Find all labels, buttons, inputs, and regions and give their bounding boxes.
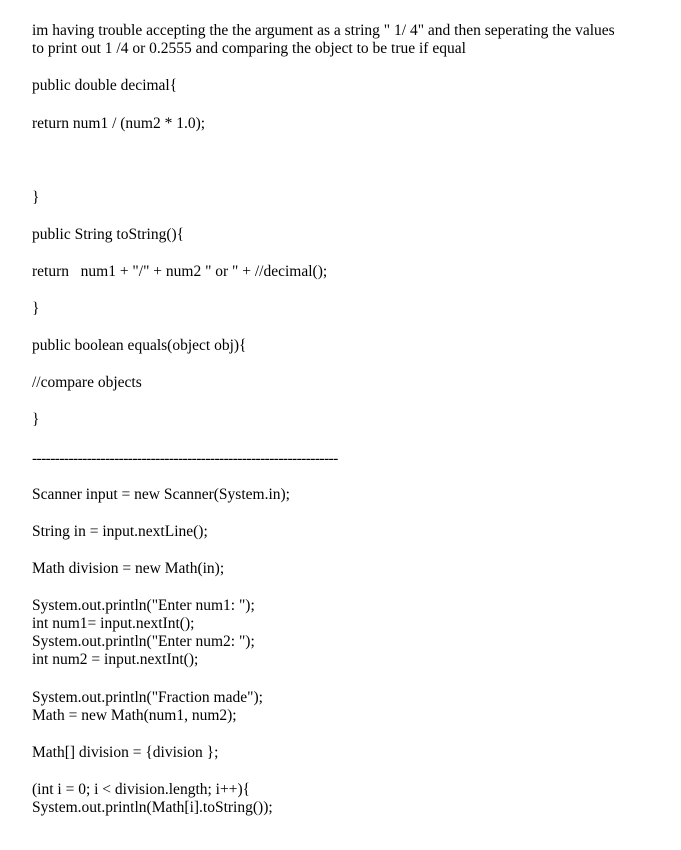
- decimal-method-close: }: [32, 189, 40, 206]
- decimal-method-return: return num1 / (num2 * 1.0);: [32, 115, 206, 132]
- math-division-line: Math division = new Math(in);: [32, 560, 225, 577]
- question-line-1: im having trouble accepting the the argument as a string " 1/ 4" and then seperating the values: [32, 22, 615, 39]
- print-tostring-line: System.out.println(Math[i].toString());: [32, 799, 273, 816]
- read-num1-line: int num1= input.nextInt();: [32, 615, 195, 632]
- println-fraction-line: System.out.println("Fraction made");: [32, 689, 263, 706]
- equals-method-comment: //compare objects: [32, 374, 142, 391]
- tostring-method-return: return num1 + "/" + num2 " or " + //decimal();: [32, 263, 328, 280]
- equals-method-close: }: [32, 411, 40, 428]
- tostring-method-signature: public String toString(){: [32, 226, 185, 243]
- string-input-line: String in = input.nextLine();: [32, 523, 208, 540]
- scanner-declaration: Scanner input = new Scanner(System.in);: [32, 486, 290, 503]
- for-loop-line: (int i = 0; i < division.length; i++){: [32, 781, 251, 798]
- println-num2-line: System.out.println("Enter num2: ");: [32, 633, 255, 650]
- read-num2-line: int num2 = input.nextInt();: [32, 651, 199, 668]
- question-line-2: to print out 1 /4 or 0.2555 and comparing the object to be true if equal: [32, 40, 466, 57]
- decimal-method-signature: public double decimal{: [32, 77, 178, 94]
- tostring-method-close: }: [32, 300, 40, 317]
- math-array-line: Math[] division = {division };: [32, 744, 219, 761]
- new-math-line: Math = new Math(num1, num2);: [32, 707, 237, 724]
- equals-method-signature: public boolean equals(object obj){: [32, 337, 247, 354]
- dashed-separator: -------------------------------------------------------------------: [32, 450, 338, 467]
- println-num1-line: System.out.println("Enter num1: ");: [32, 597, 255, 614]
